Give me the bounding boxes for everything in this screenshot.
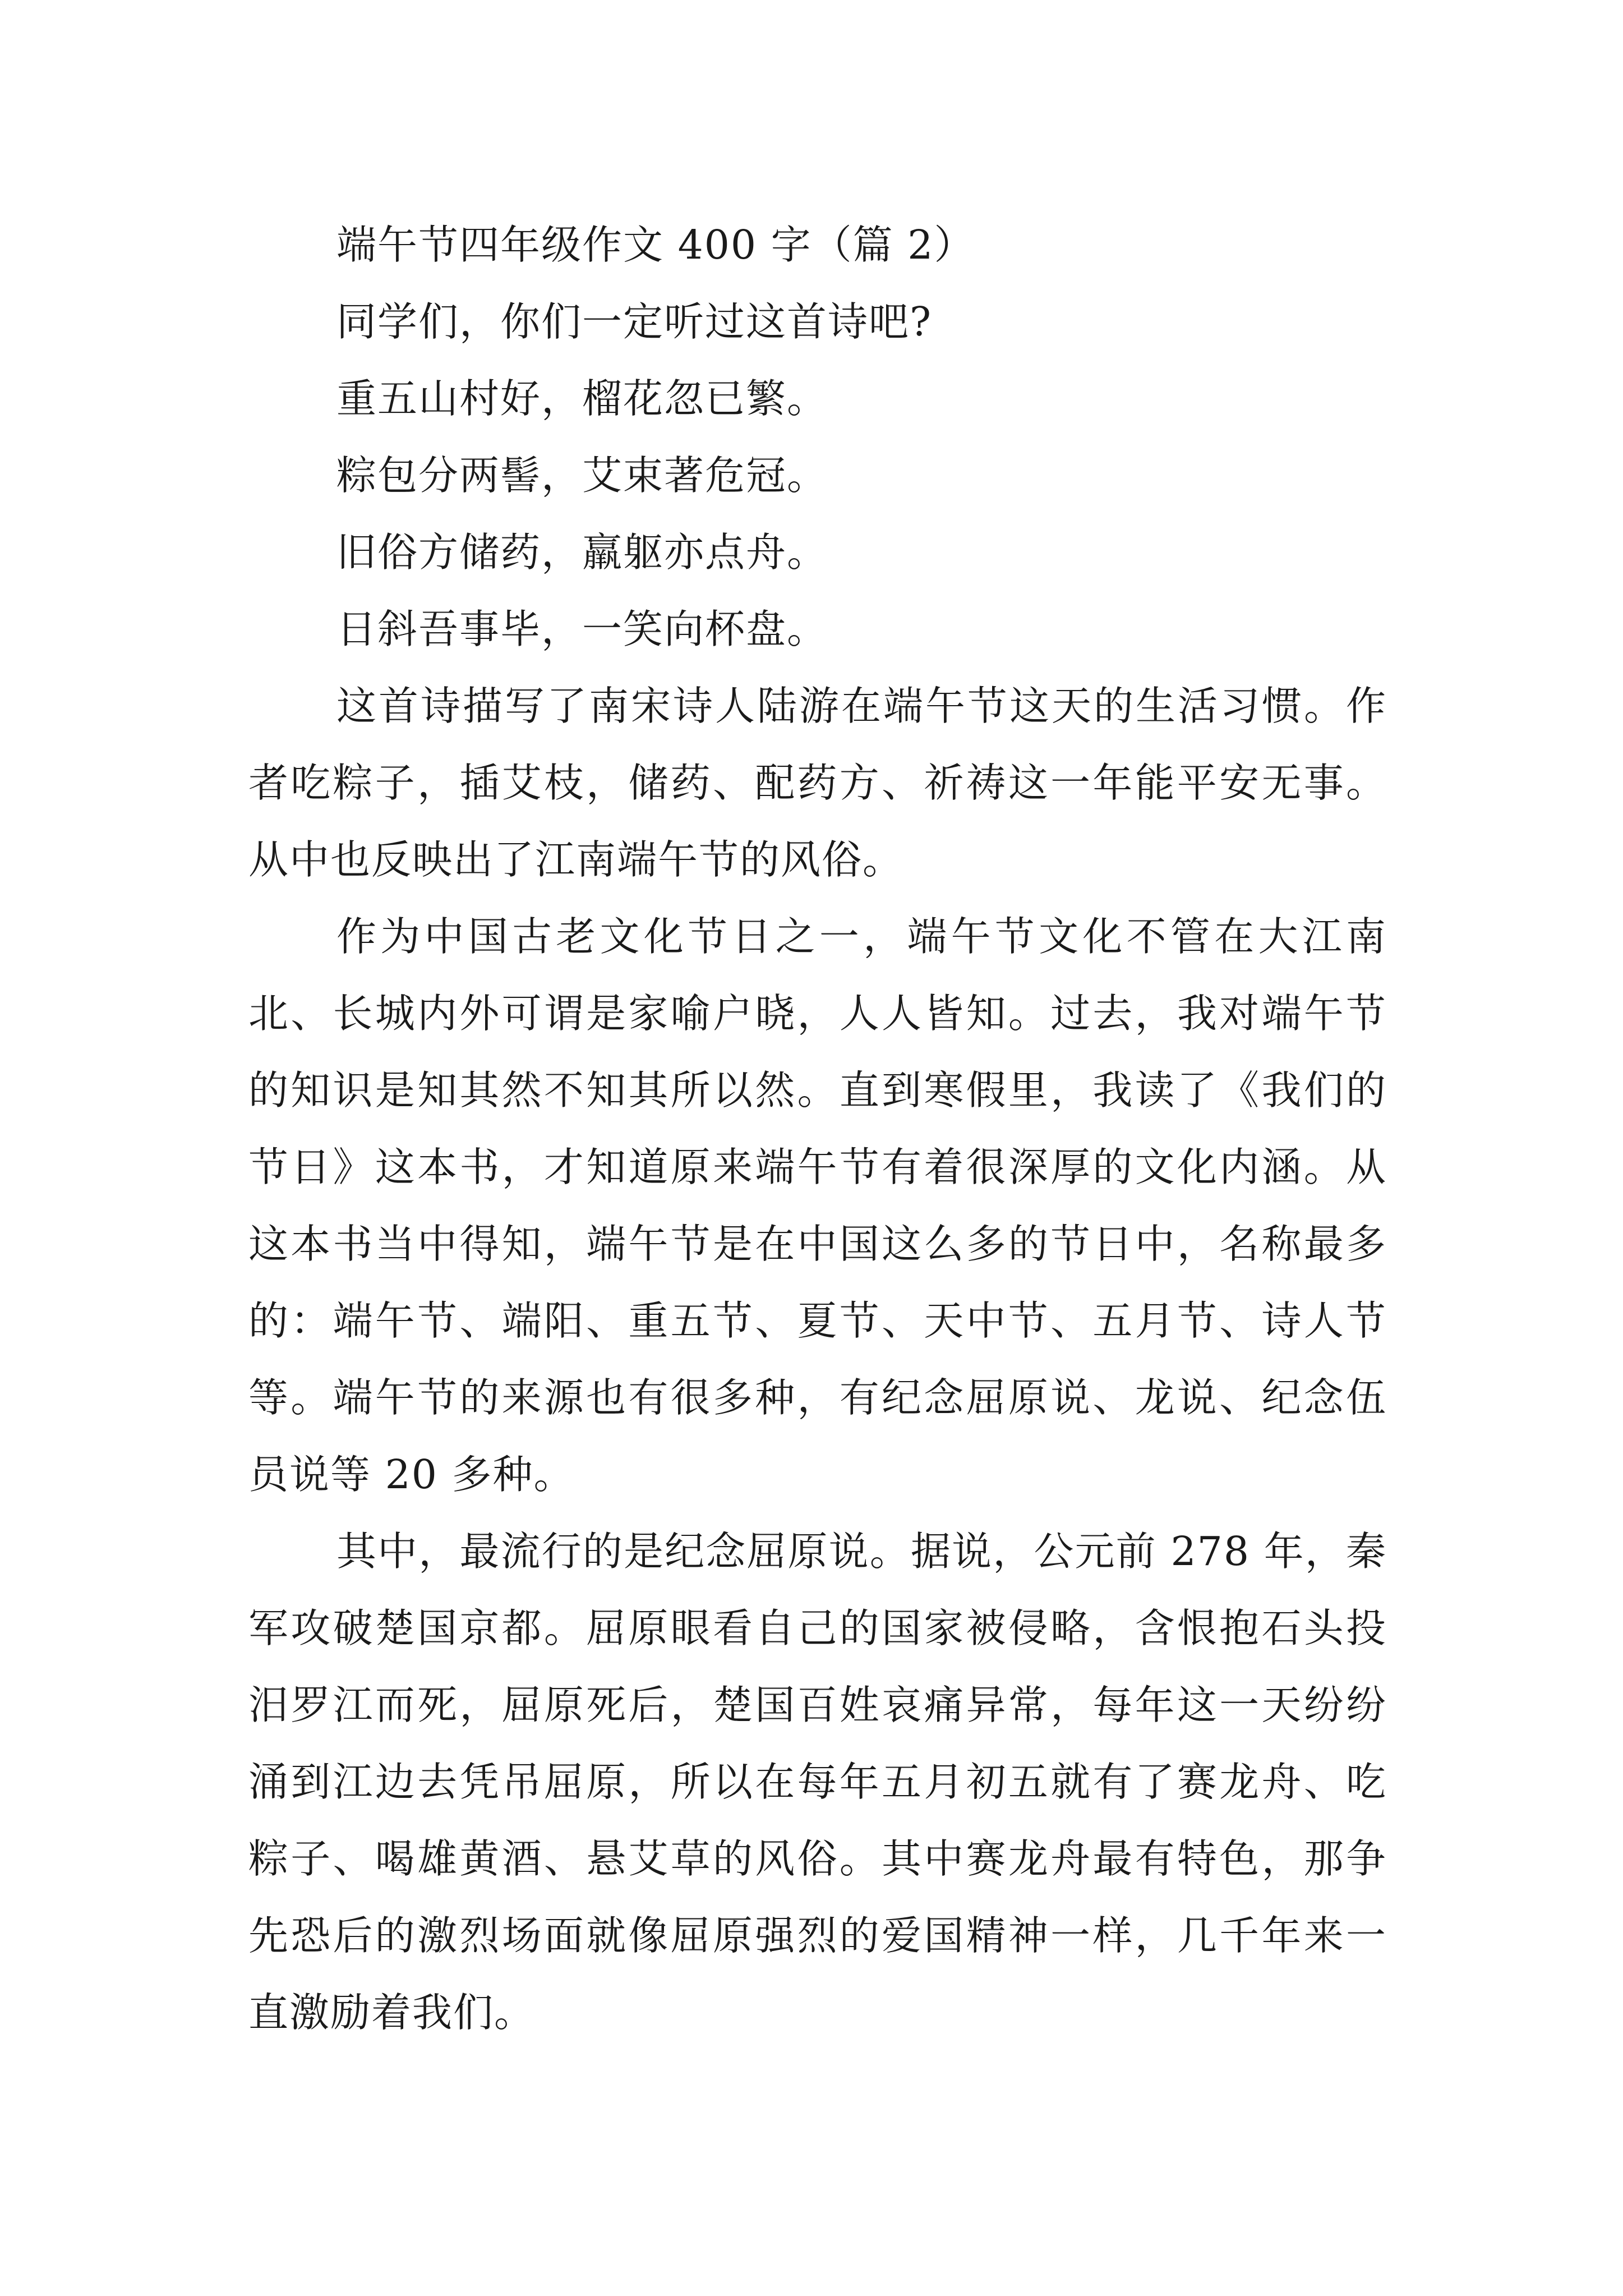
- poem-line-3: 旧俗方储药，羸躯亦点舟。: [336, 529, 828, 576]
- essay-title: 端午节四年级作文 400 字（篇 2）: [336, 222, 975, 268]
- paragraph-3: 其中，最流行的是纪念屈原说。据说，公元前 278 年，秦军攻破楚国京都。屈原眼看自己的国家被侵略，含恨抱石头投汨罗江而死，屈原死后，楚国百姓哀痛异常，每年这一天纷纷涌到江边去凭吊屈原，所以在每年五月初五就有了赛龙舟、吃粽子、喝雄黄酒、悬艾草的风俗。其中赛龙舟最有特色，那争先恐后的激烈场面就像屈原强烈的爱国精神一样，几千年来一直激励着我们。: [248, 1528, 1387, 2036]
- poem-line-4: 日斜吾事毕，一笑向杯盘。: [336, 606, 828, 652]
- paragraph-1: 这首诗描写了南宋诗人陆游在端午节这天的生活习惯。作者吃粽子，插艾枝，储药、配药方、祈祷这一年能平安无事。从中也反映出了江南端午节的风俗。: [248, 683, 1387, 883]
- paragraph-2: 作为中国古老文化节日之一，端午节文化不管在大江南北、长城内外可谓是家喻户晓，人人皆知。过去，我对端午节的知识是知其然不知其所以然。直到寒假里，我读了《我们的节日》这本书，才知道原来端午节有着很深厚的文化内涵。从这本书当中得知，端午节是在中国这么多的节日中，名称最多的：端午节、端阳、重五节、夏节、天中节、五月节、诗人节等。端午节的来源也有很多种，有纪念屈原说、龙说、纪念伍员说等 20 多种。: [248, 913, 1387, 1498]
- poem-line-2: 粽包分两髻，艾束著危冠。: [336, 452, 828, 499]
- poem-line-1: 重五山村好，榴花忽已繁。: [336, 375, 828, 422]
- intro-line: 同学们，你们一定听过这首诗吧?: [336, 298, 933, 345]
- document-body: [248, 206, 1387, 2051]
